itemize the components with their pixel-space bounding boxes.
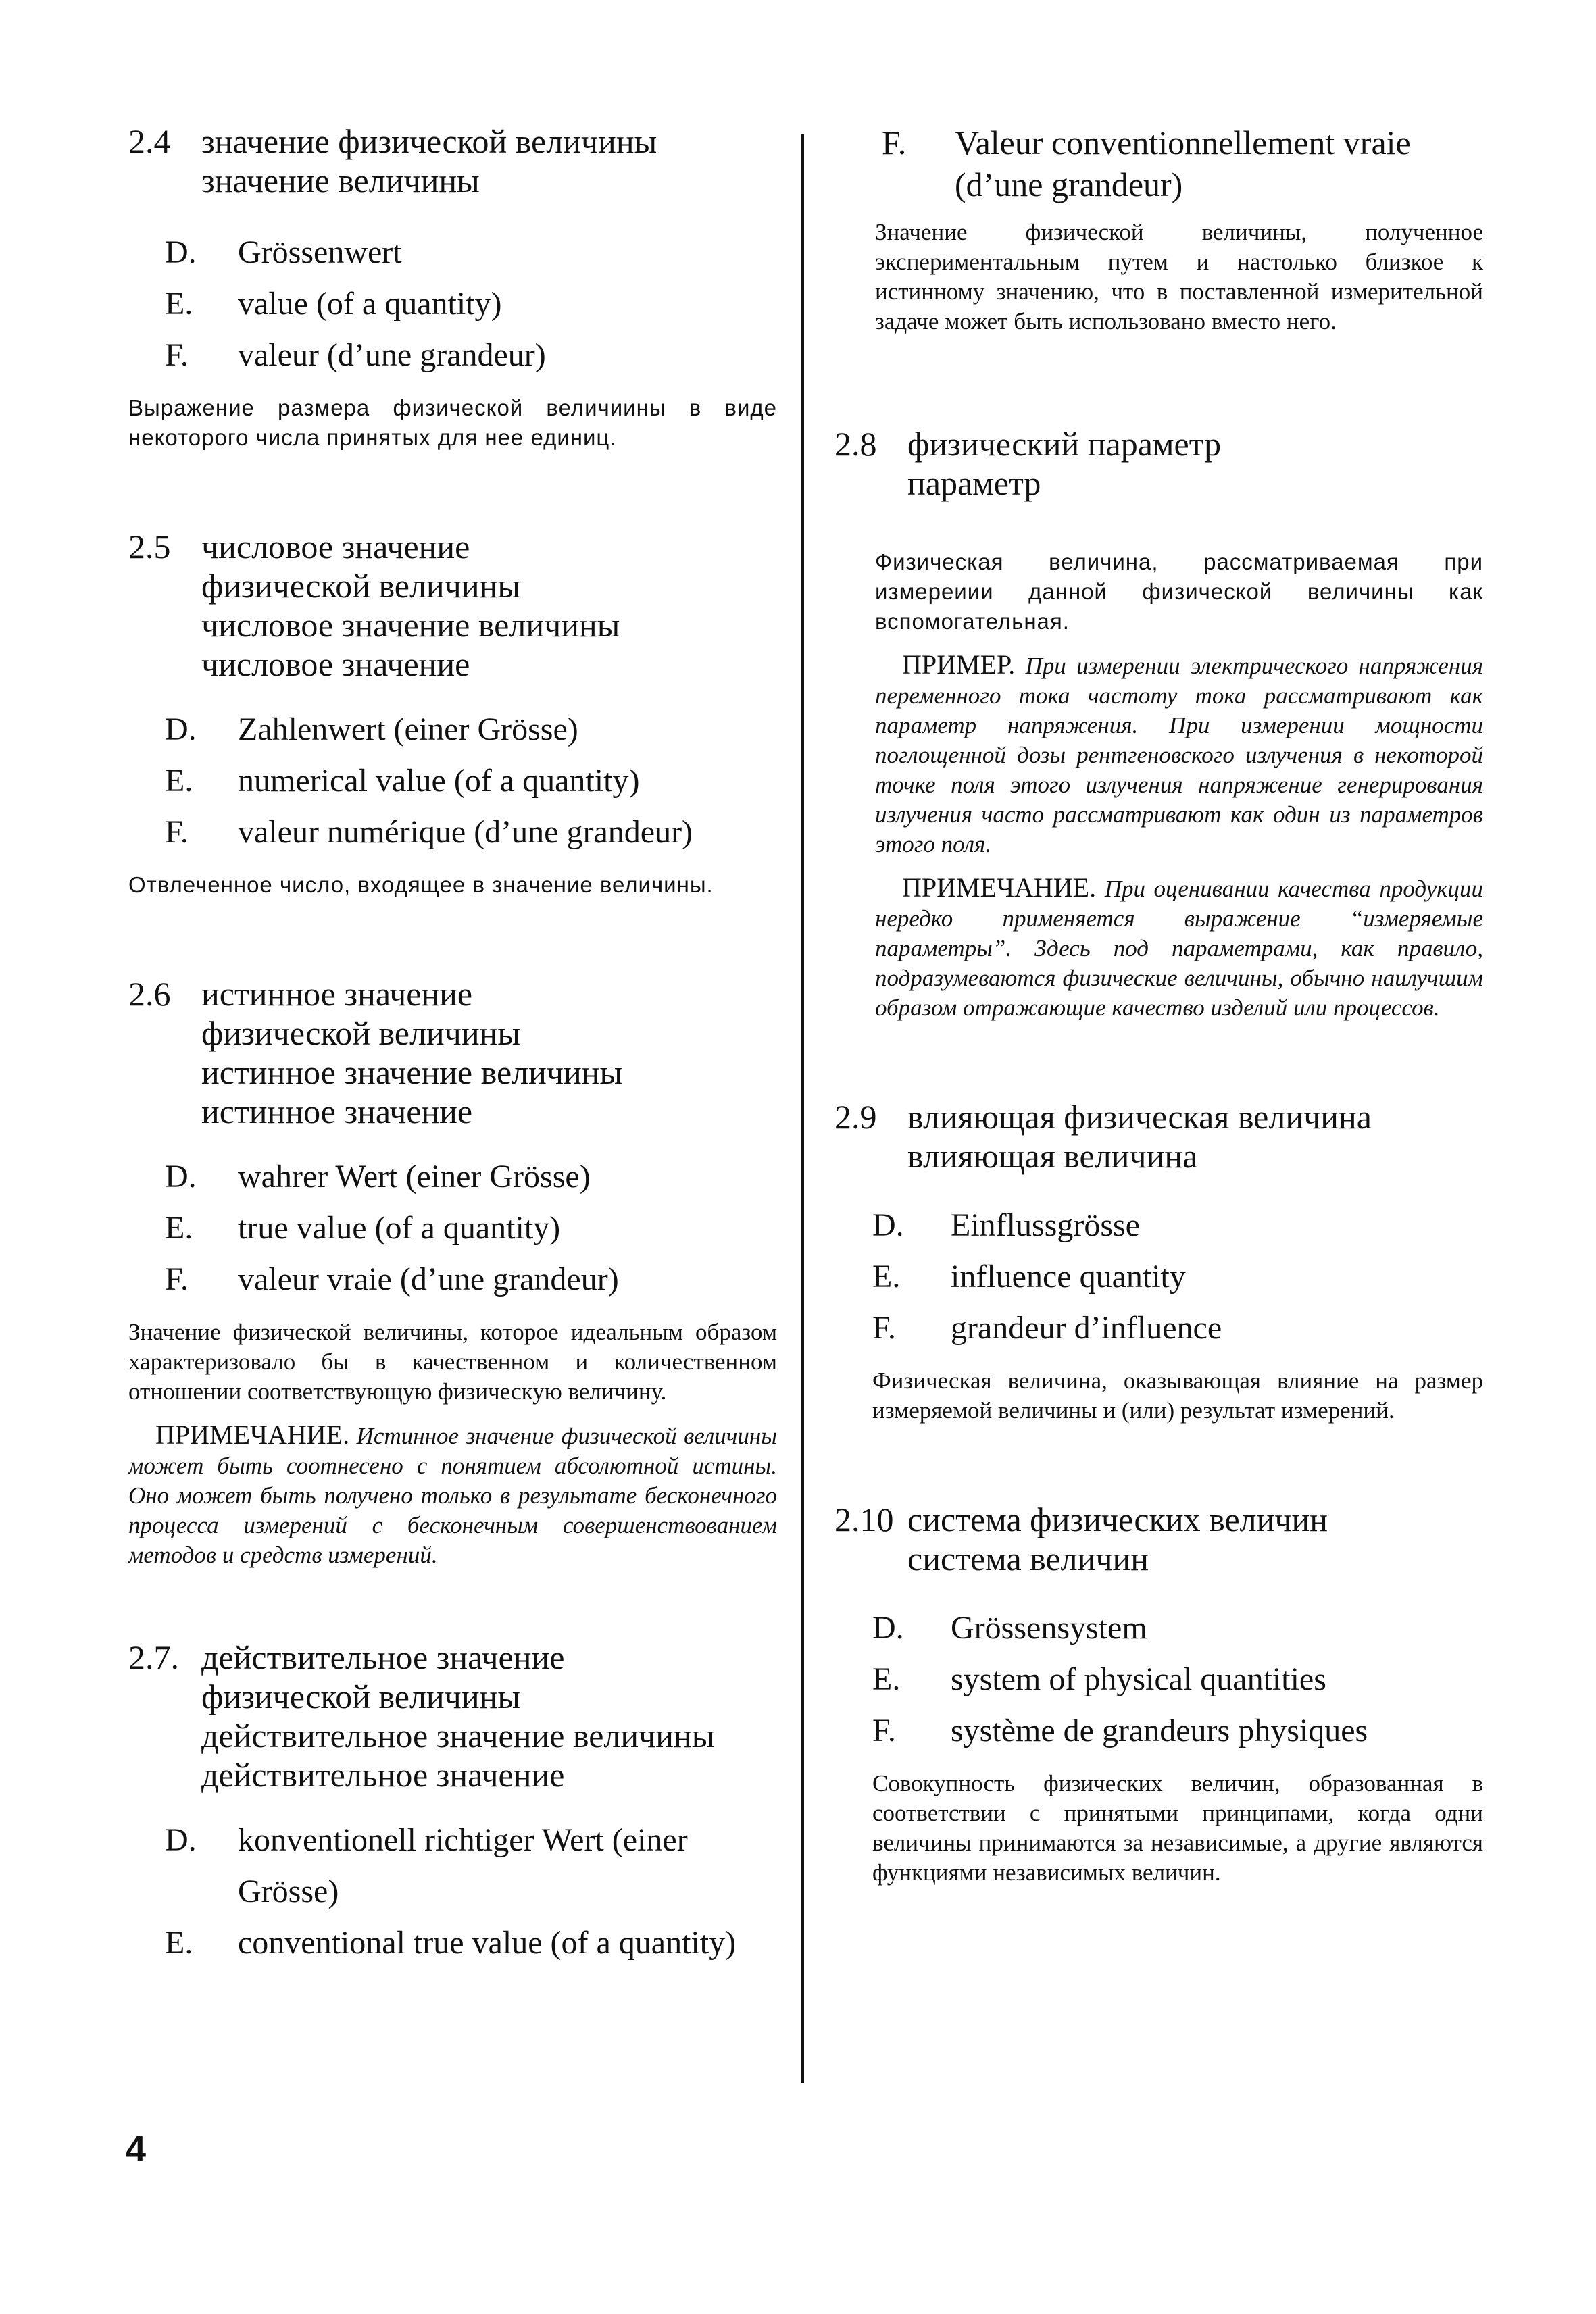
equivalent-text: grandeur d’influence: [951, 1310, 1222, 1346]
right-column: [834, 122, 1483, 1888]
entry-2-4: [128, 122, 777, 453]
entry-number: 2.8: [834, 425, 877, 463]
term-line: числовое значение: [201, 528, 470, 565]
definition: Значение физической величины, которое идеальным образом характеризовало бы в качественном и количественном отношении соответствующую физическую величину.: [128, 1319, 777, 1405]
term-line: истинное значение величины: [201, 1053, 623, 1091]
example: [875, 650, 1483, 859]
entry-2-9: [834, 1097, 1483, 1426]
lang-code: E.: [165, 286, 193, 322]
entry-2-7: [128, 1638, 777, 1969]
note-text: При оценивании качества продукции нередко применяется выражение “измеряемые параметры”. Здесь под параметрами, как правило, подразумеваются физические величины, обычно наилучшим образом отражающие качество изделий или процессов.: [875, 876, 1484, 1021]
entry-number: 2.10: [834, 1501, 894, 1538]
equivalent-text: Zahlenwert (einer Grösse): [238, 711, 578, 747]
entry-2-8: [834, 424, 1483, 1023]
entry-number: 2.5: [128, 528, 171, 565]
equivalent-text: valeur vraie (d’une grandeur): [238, 1261, 619, 1297]
equivalent-text: [955, 122, 1411, 205]
equivalent-en: [834, 1654, 1483, 1705]
lang-code: E.: [872, 1259, 901, 1294]
lang-code: F.: [165, 1261, 189, 1297]
term-line: влияющая величина: [907, 1137, 1198, 1175]
term-line: истинное значение: [201, 1092, 473, 1130]
equivalents: [834, 122, 1483, 205]
equivalent-text: influence quantity: [951, 1259, 1186, 1294]
equivalent-en: [128, 755, 777, 807]
definition: Значение физической величины, полученное экспериментальным путем и настолько близкое к истинному значению, что в поставленной измерительной задаче может быть использовано вместо него.: [875, 219, 1483, 334]
equivalent-en: [128, 1203, 777, 1254]
equivalents: [128, 1815, 777, 1969]
equivalent-de: [834, 1200, 1483, 1251]
equivalent-text: valeur numérique (d’une grandeur): [238, 814, 693, 850]
definition: Выражение размера физической величиины в виде некоторого числа принятых для нее единиц.: [128, 395, 777, 450]
equivalent-fr: [834, 122, 1483, 205]
term-line: действительное значение: [201, 1756, 565, 1794]
term-line: система величин: [907, 1540, 1149, 1578]
equivalent-de: [128, 1151, 777, 1203]
term-line: параметр: [907, 464, 1041, 502]
term: [834, 1500, 1483, 1578]
term: [128, 974, 777, 1131]
definition: Совокупность физических величин, образованная в соответствии с принятыми принципами, когда одни величины принимаются за независимые, а другие являются функциями независимых величин.: [872, 1770, 1483, 1886]
term-line: влияющая физическая величина: [907, 1098, 1372, 1136]
equivalent-text: numerical value (of a quantity): [238, 763, 640, 799]
entry-number: 2.7.: [128, 1638, 179, 1676]
equivalent-text-line: Grösse): [238, 1873, 339, 1909]
term: [834, 424, 1483, 503]
note: [128, 1420, 777, 1570]
entry-2-6: [128, 974, 777, 1570]
equivalent-text: true value (of a quantity): [238, 1210, 561, 1246]
equivalent-text-line: Valeur conventionnellement vraie: [955, 124, 1411, 161]
lang-code: D.: [872, 1610, 904, 1646]
left-column: [128, 122, 777, 1969]
equivalent-text: Grössenwert: [238, 234, 402, 270]
term-line: физической величины: [201, 567, 520, 605]
equivalent-de: [128, 227, 777, 278]
term-line: истинное значение: [201, 975, 473, 1013]
term-line: действительное значение: [201, 1638, 565, 1676]
example-text: При измерении электрического напряжения переменного тока частоту тока рассматривают как параметр напряжения. При измерении мощности поглощенной дозы рентгеновского излучения в некоторой точке поля этого излучения напряжение генерирования излучения часто рассматривают как один из параметров этого поля.: [875, 653, 1483, 857]
equivalent-en: [128, 1917, 777, 1969]
equivalents: [834, 1603, 1483, 1757]
lang-code: D.: [165, 711, 197, 747]
term-line: значение физической величины: [201, 122, 657, 160]
term: [834, 1097, 1483, 1176]
term-line: числовое значение: [201, 645, 470, 683]
term-line: система физических величин: [907, 1501, 1328, 1538]
entry-number: 2.9: [834, 1098, 877, 1136]
example-label: ПРИМЕР.: [902, 649, 1016, 680]
term-line: числовое значение величины: [201, 606, 620, 644]
lang-code: F.: [165, 814, 189, 850]
term: [128, 1638, 777, 1794]
lang-code: E.: [165, 763, 193, 799]
lang-code: F.: [882, 124, 907, 161]
equivalents: [128, 227, 777, 381]
lang-code: E.: [165, 1925, 193, 1961]
note-label: ПРИМЕЧАНИЕ.: [155, 1419, 350, 1450]
equivalent-fr: [128, 330, 777, 381]
equivalent-text: wahrer Wert (einer Grösse): [238, 1159, 591, 1194]
lang-code: D.: [872, 1207, 904, 1243]
note: [875, 873, 1483, 1023]
entry-number: 2.6: [128, 975, 171, 1013]
term: [128, 527, 777, 684]
entry-2-7-continued: [834, 122, 1483, 336]
equivalent-text-line: (d’une grandeur): [955, 166, 1183, 203]
lang-code: D.: [165, 1159, 197, 1194]
note-text: Истинное значение физической величины может быть соотнесено с понятием абсолютной истины. Оно может быть получено только в результате бесконечного процесса измерений с бесконечным совершенствованием методов и средств измерений.: [128, 1423, 777, 1568]
lang-code: F.: [165, 337, 189, 373]
equivalents: [128, 704, 777, 858]
equivalent-text: [238, 1815, 688, 1917]
equivalents: [128, 1151, 777, 1305]
term-line: физической величины: [201, 1678, 520, 1715]
equivalent-en: [128, 278, 777, 330]
entry-number: 2.4: [128, 122, 171, 160]
lang-code: F.: [872, 1713, 896, 1749]
equivalent-en: [834, 1251, 1483, 1303]
lang-code: D.: [165, 234, 197, 270]
term-line: значение величины: [201, 161, 480, 199]
term: [128, 122, 777, 200]
term-line: физический параметр: [907, 425, 1222, 463]
equivalent-de: [128, 1815, 777, 1917]
note-label: ПРИМЕЧАНИЕ.: [902, 872, 1097, 903]
equivalent-fr: [128, 1254, 777, 1305]
lang-code: D.: [165, 1822, 197, 1858]
lang-code: E.: [872, 1661, 901, 1697]
equivalent-text: valeur (d’une grandeur): [238, 337, 546, 373]
lang-code: E.: [165, 1210, 193, 1246]
definition: Физическая величина, оказывающая влияние на размер измеряемой величины и (или) результат измерений.: [872, 1367, 1483, 1424]
equivalent-de: [128, 704, 777, 755]
entry-2-5: [128, 527, 777, 900]
definition: Отвлеченное число, входящее в значение величины.: [128, 872, 714, 897]
equivalent-fr: [834, 1303, 1483, 1354]
equivalent-de: [834, 1603, 1483, 1654]
page-number: 4: [126, 2129, 147, 2169]
equivalent-text: Einflussgrösse: [951, 1207, 1140, 1243]
entry-2-10: [834, 1500, 1483, 1888]
equivalents: [834, 1200, 1483, 1354]
term-line: действительное значение величины: [201, 1717, 715, 1755]
equivalent-text: système de grandeurs physiques: [951, 1713, 1368, 1749]
equivalent-text: conventional true value (of a quantity): [238, 1925, 737, 1961]
column-divider: [801, 134, 804, 2083]
definition: Физическая величина, рассматриваемая при измереиии данной физической величины как вспомогательная.: [875, 549, 1483, 634]
equivalent-fr: [834, 1705, 1483, 1757]
equivalent-text: Grössensystem: [951, 1610, 1147, 1646]
equivalent-text-line: konventionell richtiger Wert (einer: [238, 1822, 688, 1858]
lang-code: F.: [872, 1310, 896, 1346]
equivalent-text: system of physical quantities: [951, 1661, 1326, 1697]
equivalent-text: value (of a quantity): [238, 286, 502, 322]
term-line: физической величины: [201, 1014, 520, 1052]
equivalent-fr: [128, 807, 777, 858]
